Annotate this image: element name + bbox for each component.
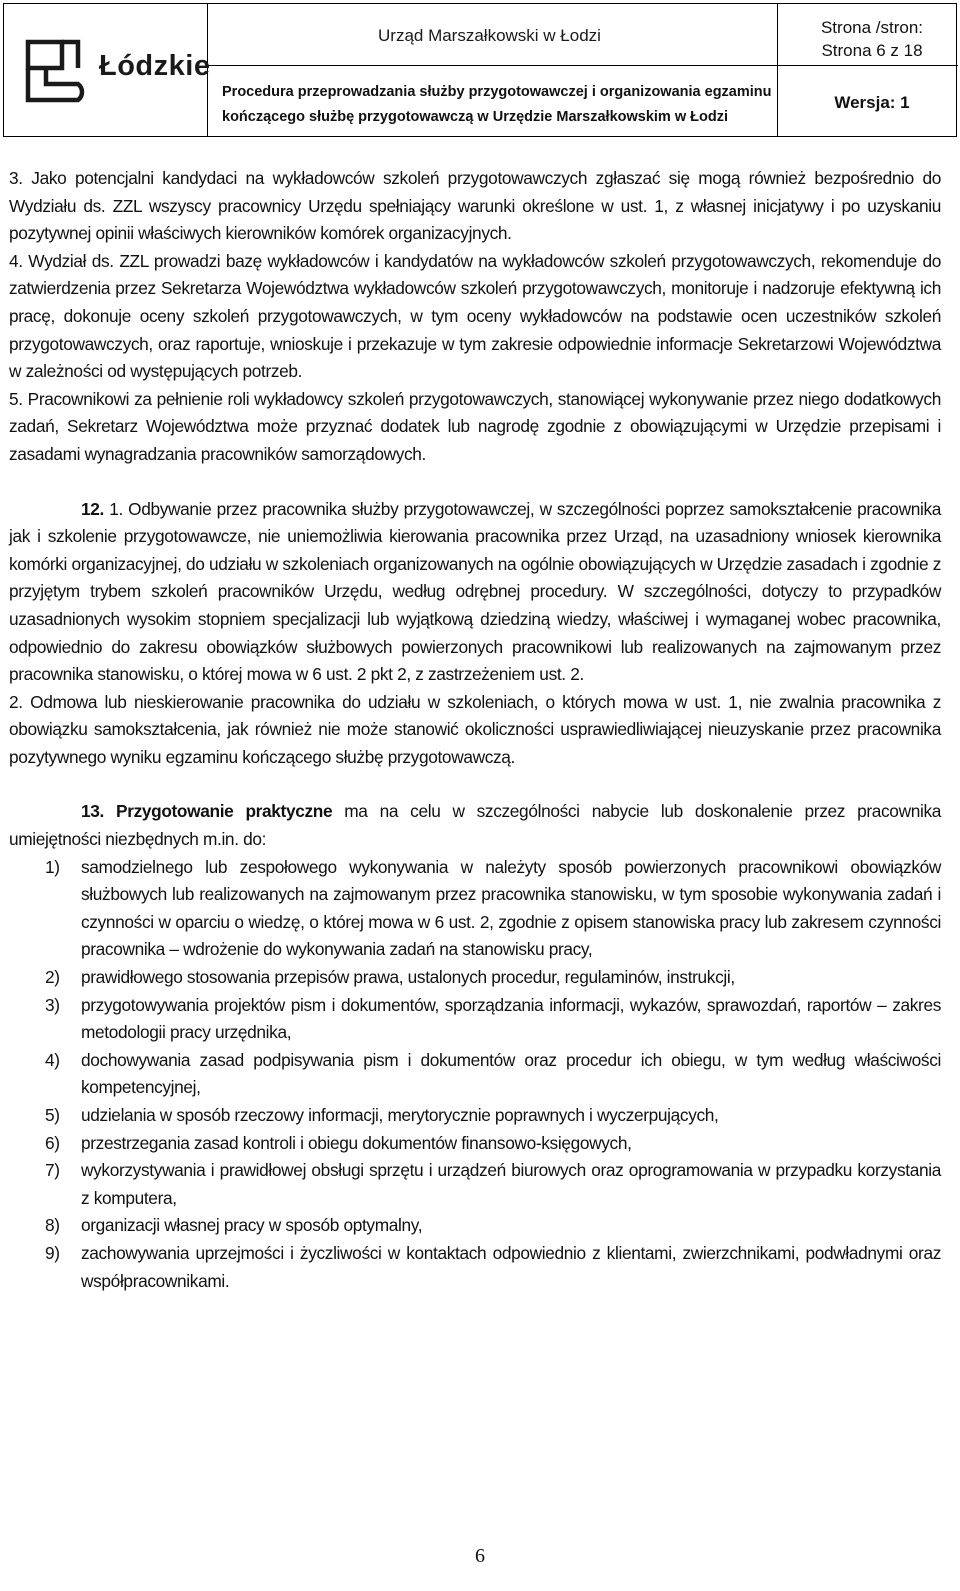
section-13-intro [9,798,941,853]
version-label: Wersja: 1 [834,93,910,112]
list-item-text: zachowywania uprzejmości i życzliwości w kontaktach odpowiednio z klientami, zwierzchnikami, podwładnymi oraz współpracownikami. [81,1242,941,1291]
list-item-text: dochowywania zasad podpisywania pism i dokumentów oraz procedur ich obiegu, w tym według właściwości kompetencyjnej, [81,1049,941,1098]
paragraph-4: 4. Wydział ds. ZZL prowadzi bazę wykładowców i kandydatów na wykładowców szkoleń przygotowawczych, rekomenduje do zatwierdzenia przez Sekretarza Województwa wykładowców szkoleń przygotowawczych, monitoruje i nadzoruje efektywną ich pracę, dokonuje oceny szkoleń przygotowawczych, w tym oceny wykładowców na podstawie ocen uczestników szkoleń przygotowawczych, oraz raportuje, wnioskuje i przekazuje w tym zakresie odpowiednie informacje Sekretarzowi Województwa w zależności od występujących potrzeb. [9,250,941,382]
list-item [9,1157,941,1212]
procedure-title-line: kończącego służbę przygotowawczą w Urzędzie Marszałkowskim w Łodzi [222,109,729,125]
list-item-number: 3) [45,994,60,1015]
document-body [9,165,941,1295]
procedure-title [222,80,782,130]
list-item-text: prawidłowego stosowania przepisów prawa, ustalonych procedur, regulaminów, instrukcji, [81,967,735,988]
list-item [9,1212,941,1240]
procedure-title-line: Procedura przeprowadzania służby przygotowawczej i organizowania egzaminu [222,84,772,100]
page-count-value: Strona 6 z 18 [821,41,923,60]
list-item-text: wykorzystywania i prawidłowej obsługi sprzętu i urządzeń biurowych oraz oprogramowania w przypadku korzystania z komputera, [81,1160,941,1208]
paragraph-3: 3. Jako potencjalni kandydaci na wykładowców szkoleń przygotowawczych zgłaszać się mogą również bezpośrednio do Wydziału ds. ZZL wszyscy pracownicy Urzędu spełniający warunki określone w ust. 1, z własnej inicjatywy i po uzyskaniu pozytywnej opinii właściwych kierowników komórek organizacyjnych. [9,168,941,244]
header-divider [207,65,958,66]
logo-wordmark: Łódzkie [99,50,211,82]
list-item-number: 4) [45,1049,60,1070]
list-item-text: organizacji własnej pracy w sposób optymalny, [81,1215,423,1236]
page-number: 6 [475,1545,485,1567]
page-count [785,16,959,62]
list-item-text: udzielania w sposób rzeczowy informacji, merytorycznie poprawnych i wyczerpujących, [81,1105,719,1125]
page-count-label: Strona /stron: [820,18,924,37]
list-item [9,964,941,992]
lodzkie-emblem-icon [24,38,94,104]
list-item-number: 7) [45,1160,60,1181]
list-item [9,854,941,964]
list-item-number: 9) [45,1242,60,1263]
list-item-text: przestrzegania zasad kontroli i obiegu dokumentów finansowo-księgowych, [81,1132,632,1153]
list-item [9,1240,941,1295]
section-13-heading: 13. [81,801,104,822]
document-header [3,3,957,137]
list-item [9,1102,941,1130]
office-name: Urząd Marszałkowski w Łodzi [378,26,601,45]
list-item [9,1047,941,1102]
section-12-paragraph-1 [9,496,941,689]
list-item-number: 6) [45,1132,60,1153]
list-item [9,1130,941,1158]
paragraph-5: 5. Pracownikowi za pełnienie roli wykładowcy szkoleń przygotowawczych, stanowiącej wykonywanie przez niego dodatkowych zadań, Sekretarz Województwa może przyznać dodatek lub nagrodę zgodnie z obowiązującymi w Urzędzie przepisami i zasadami wynagradzania pracowników samorządowych. [9,388,941,464]
list-item-text: samodzielnego lub zespołowego wykonywania w należyty sposób powierzonych pracownikowi obowiązków służbowych lub realizowanych na zajmowanym przez pracownika stanowisku, w tym sposobie wykonywania zadań i czynności w oparciu o wiedzę, o której mowa w 6 ust. 2, zgodnie z opisem stanowiska pracy lub zakresem czynności pracownika – wdrożenie do wykonywania zadań na stanowisku pracy, [81,856,941,960]
list-item-number: 1) [45,856,60,877]
lodzkie-logo [24,38,211,104]
section-12-heading: 12. [81,498,104,519]
section-13-intro-text: ma na celu w szczególności nabycie lub doskonalenie przez pracownika umiejętności niezbędnych m.in. do: [9,801,941,850]
section-13-bold-term: Przygotowanie praktyczne [116,801,333,822]
list-item-text: przygotowywania projektów pism i dokumentów, sporządzania informacji, wykazów, sprawozdań, raportów – zakres metodologii pracy urzędnika, [81,994,941,1043]
section-12-text: 1. Odbywanie przez pracownika służby przygotowawczej, w szczególności poprzez samokształcenie pracownika jak i szkolenie przygotowawcze, nie uniemożliwia kierowania pracownika przez Urząd, na uzasadniony wniosek kierownika komórki organizacyjnej, do udziału w szkoleniach organizowanych na ogólnie obowiązujących w Urzędzie zasadach i zgodnie z przyjętym trybem szkoleń pracowników Urzędu, według odrębnej procedury. W szczególności, dotyczy to przypadków uzasadnionych wysokim stopniem specjalizacji lub wyjątkową dziedziną wiedzy, właściwej i wymaganej wobec pracownika, odpowiednio do zakresu obowiązków służbowych powierzonych pracownikowi lub realizowanych na zajmowanym przez pracownika stanowisku, o której mowa w 6 ust. 2 pkt 2, z zastrzeżeniem ust. 2. [9,498,942,685]
list-item-number: 2) [45,967,60,988]
skills-list [9,854,941,1296]
section-12-paragraph-2: 2. Odmowa lub nieskierowanie pracownika do udziału w szkoleniach, o których mowa w ust. 1, nie zwalnia pracownika z obowiązku samokształcenia, jak również nie może stanowić okoliczności usprawiedliwiającej nieuzyskanie przez pracownika pozytywnego wyniku egzaminu kończącego służbę przygotowawczą. [9,691,941,767]
list-item-number: 8) [45,1215,60,1236]
list-item [9,992,941,1047]
list-item-number: 5) [45,1105,60,1125]
